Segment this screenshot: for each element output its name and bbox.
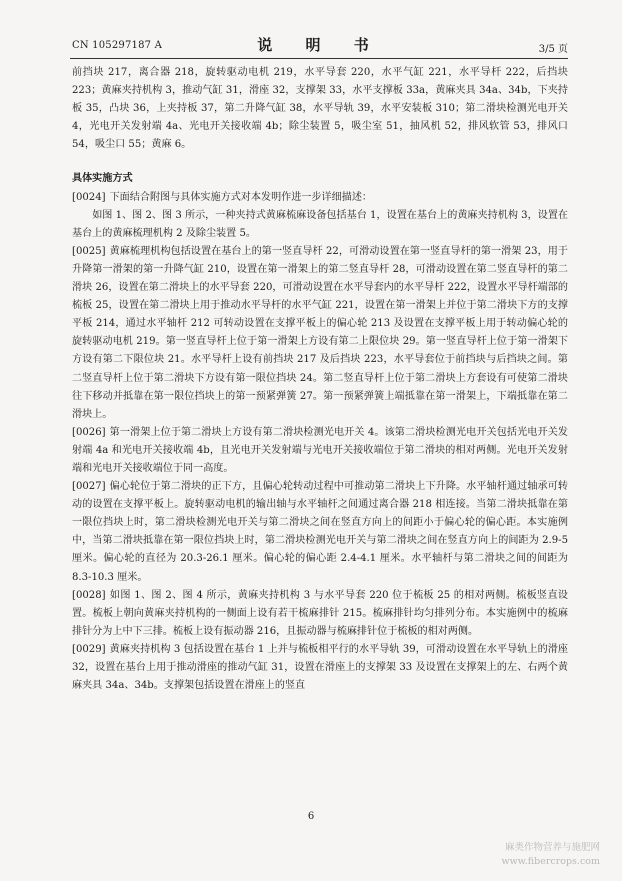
paragraph-0024 [72, 189, 568, 207]
document-body [72, 64, 568, 695]
page-number: 6 [307, 811, 315, 822]
paragraph-text: 黄麻梳理机构包括设置在基台上的第一竖直导杆 22，可滑动设置在第一竖直导杆的第一滑架 23，用于升降第一滑架的第一升降气缸 210，设置在第一滑架上的第二竖直导杆 28，可滑动设置在第二竖直导杆的第二滑块 26，设置在第二滑块上的水平导套 220，可滑动设置在水平导套内的水平导杆 222，设置水平导杆端部的梳板 25，设置在第二滑块上用于推动水平导杆的水平气缸 221，设置在第一滑架上并位于第二滑块下方的支撑平板 214，通过水平轴杆 212 可转动设置在支撑平板上的偏心轮 213 及设置在支撑平板上用于转动偏心轮的旋转驱动电机 219。第一竖直导杆上位于第一滑架上方设有第二上限位块 29。第一竖直导杆上位于第一滑架下方设有第二下限位块 21。水平导杆上设有前挡块 217 及后挡块 223，水平导套位于前挡块与后挡块之间。第二竖直导杆上位于第二滑块下方设有第一限位挡块 24。第二竖直导杆上位于第二滑块上方套设有可使第二滑块往下移动并抵靠在第一限位挡块上的第一预紧弹簧 27。第一预紧弹簧上端抵靠在第一滑架上，下端抵靠在第二滑块上。 [72, 245, 568, 420]
paragraph-text: 如图 1、图 2、图 3 所示，一种夹持式黄麻梳麻设备包括基台 1，设置在基台上的黄麻夹持机构 3，设置在基台上的黄麻梳理机构 2 及除尘装置 5。 [72, 209, 568, 239]
section-heading: 具体实施方式 [72, 173, 133, 185]
paragraph-text: 偏心轮位于第二滑块的正下方，且偏心轮转动过程中可推动第二滑块上下升降。水平轴杆通过轴承可转动的设置在支撑平板上。旋转驱动电机的输出轴与水平轴杆之间通过离合器 218 相连接。当第二滑块抵靠在第一限位挡块上时，第二滑块检测光电开关与第二滑块之间在竖直方向上的间距小于偏心轮的偏心距。本实施例中，当第二滑块抵靠在第一限位挡块上时，第二滑块检测光电开关与第二滑块之间在竖直方向上的间距为 2.9-5 厘米。偏心轮的直径为 20.3-26.1 厘米。偏心轮的偏心距 2.4-4.1 厘米。水平轴杆与第二滑块之间的间距为 8.3-10.3 厘米。 [72, 481, 568, 583]
page-header [72, 34, 568, 56]
paragraph-number: [0029] [72, 643, 106, 655]
paragraph-number: [0028] [72, 589, 106, 601]
paragraph-text: 如图 1、图 2、图 4 所示，黄麻夹持机构 3 与水平导套 220 位于梳板 25 的相对两侧。梳板竖直设置。梳板上朝向黄麻夹持机构的一侧面上设有若干梳麻排针 215。梳麻排针均匀排列分布。本实施例中的梳麻排针分为上中下三排。梳板上设有振动器 216，且振动器与梳麻排针位于梳板的相对两侧。 [72, 589, 568, 637]
paragraph-0025 [72, 243, 568, 424]
header-rule [70, 58, 568, 59]
paragraph-text: 第一滑架上位于第二滑块上方设有第二滑块检测光电开关 4。该第二滑块检测光电开关包括光电开关发射端 4a 和光电开关接收端 4b，且光电开关发射端与光电开关接收端位于第二滑块的相对两侧。光电开关发射端和光电开关接收端位于同一高度。 [72, 426, 568, 474]
paragraph-0027 [72, 478, 568, 587]
publication-number: CN 105297187 A [72, 40, 163, 51]
watermark-url: www.fibercrops.com [501, 856, 600, 867]
paragraph-0026 [72, 424, 568, 478]
paragraph-number: [0024] [72, 191, 106, 203]
paragraph-number: [0025] [72, 245, 106, 257]
paragraph-text: 黄麻夹持机构 3 包括设置在基台 1 上并与梳板相平行的水平导轨 39，可滑动设置在水平导轨上的滑座 32，设置在基台上用于推动滑座的推动气缸 31，设置在滑座上的支撑架 33 及设置在支撑架上的左、右两个黄麻夹具 34a、34b。支撑架包括设置在滑座上的竖直 [72, 643, 568, 692]
page-info: 3/5 页 [538, 44, 568, 55]
paragraph-0029 [72, 641, 568, 695]
document-title: 说 明 书 [257, 36, 383, 54]
paragraph-0028 [72, 587, 568, 641]
intro-paragraph: 前挡块 217，离合器 218，旋转驱动电机 219，水平导套 220，水平气缸 221，水平导杆 222，后挡块 223；黄麻夹持机构 3，推动气缸 31，滑座 32，支撑架 33，水平支撑板 33a，黄麻夹具 34a、34b，下夹持板 35，凸块 36，上夹持板 37，第二升降气缸 38，水平导轨 39，水平安装板 310；第二滑块检测光电开关 4，光电开关发射端 4a、光电开关接收端 4b；除尘装置 5，吸尘室 51，抽风机 52，排风软管 53，排风口 54，吸尘口 55；黄麻 6。 [72, 67, 568, 151]
watermark [502, 841, 600, 869]
paragraph-text: 下面结合附图与具体实施方式对本发明作进一步详细描述： [109, 191, 373, 203]
paragraph-number: [0027] [72, 481, 106, 493]
watermark-site-name: 麻类作物营养与施肥网 [504, 842, 600, 853]
paragraph-0024-cont [72, 207, 568, 243]
paragraph-number: [0026] [72, 426, 106, 438]
